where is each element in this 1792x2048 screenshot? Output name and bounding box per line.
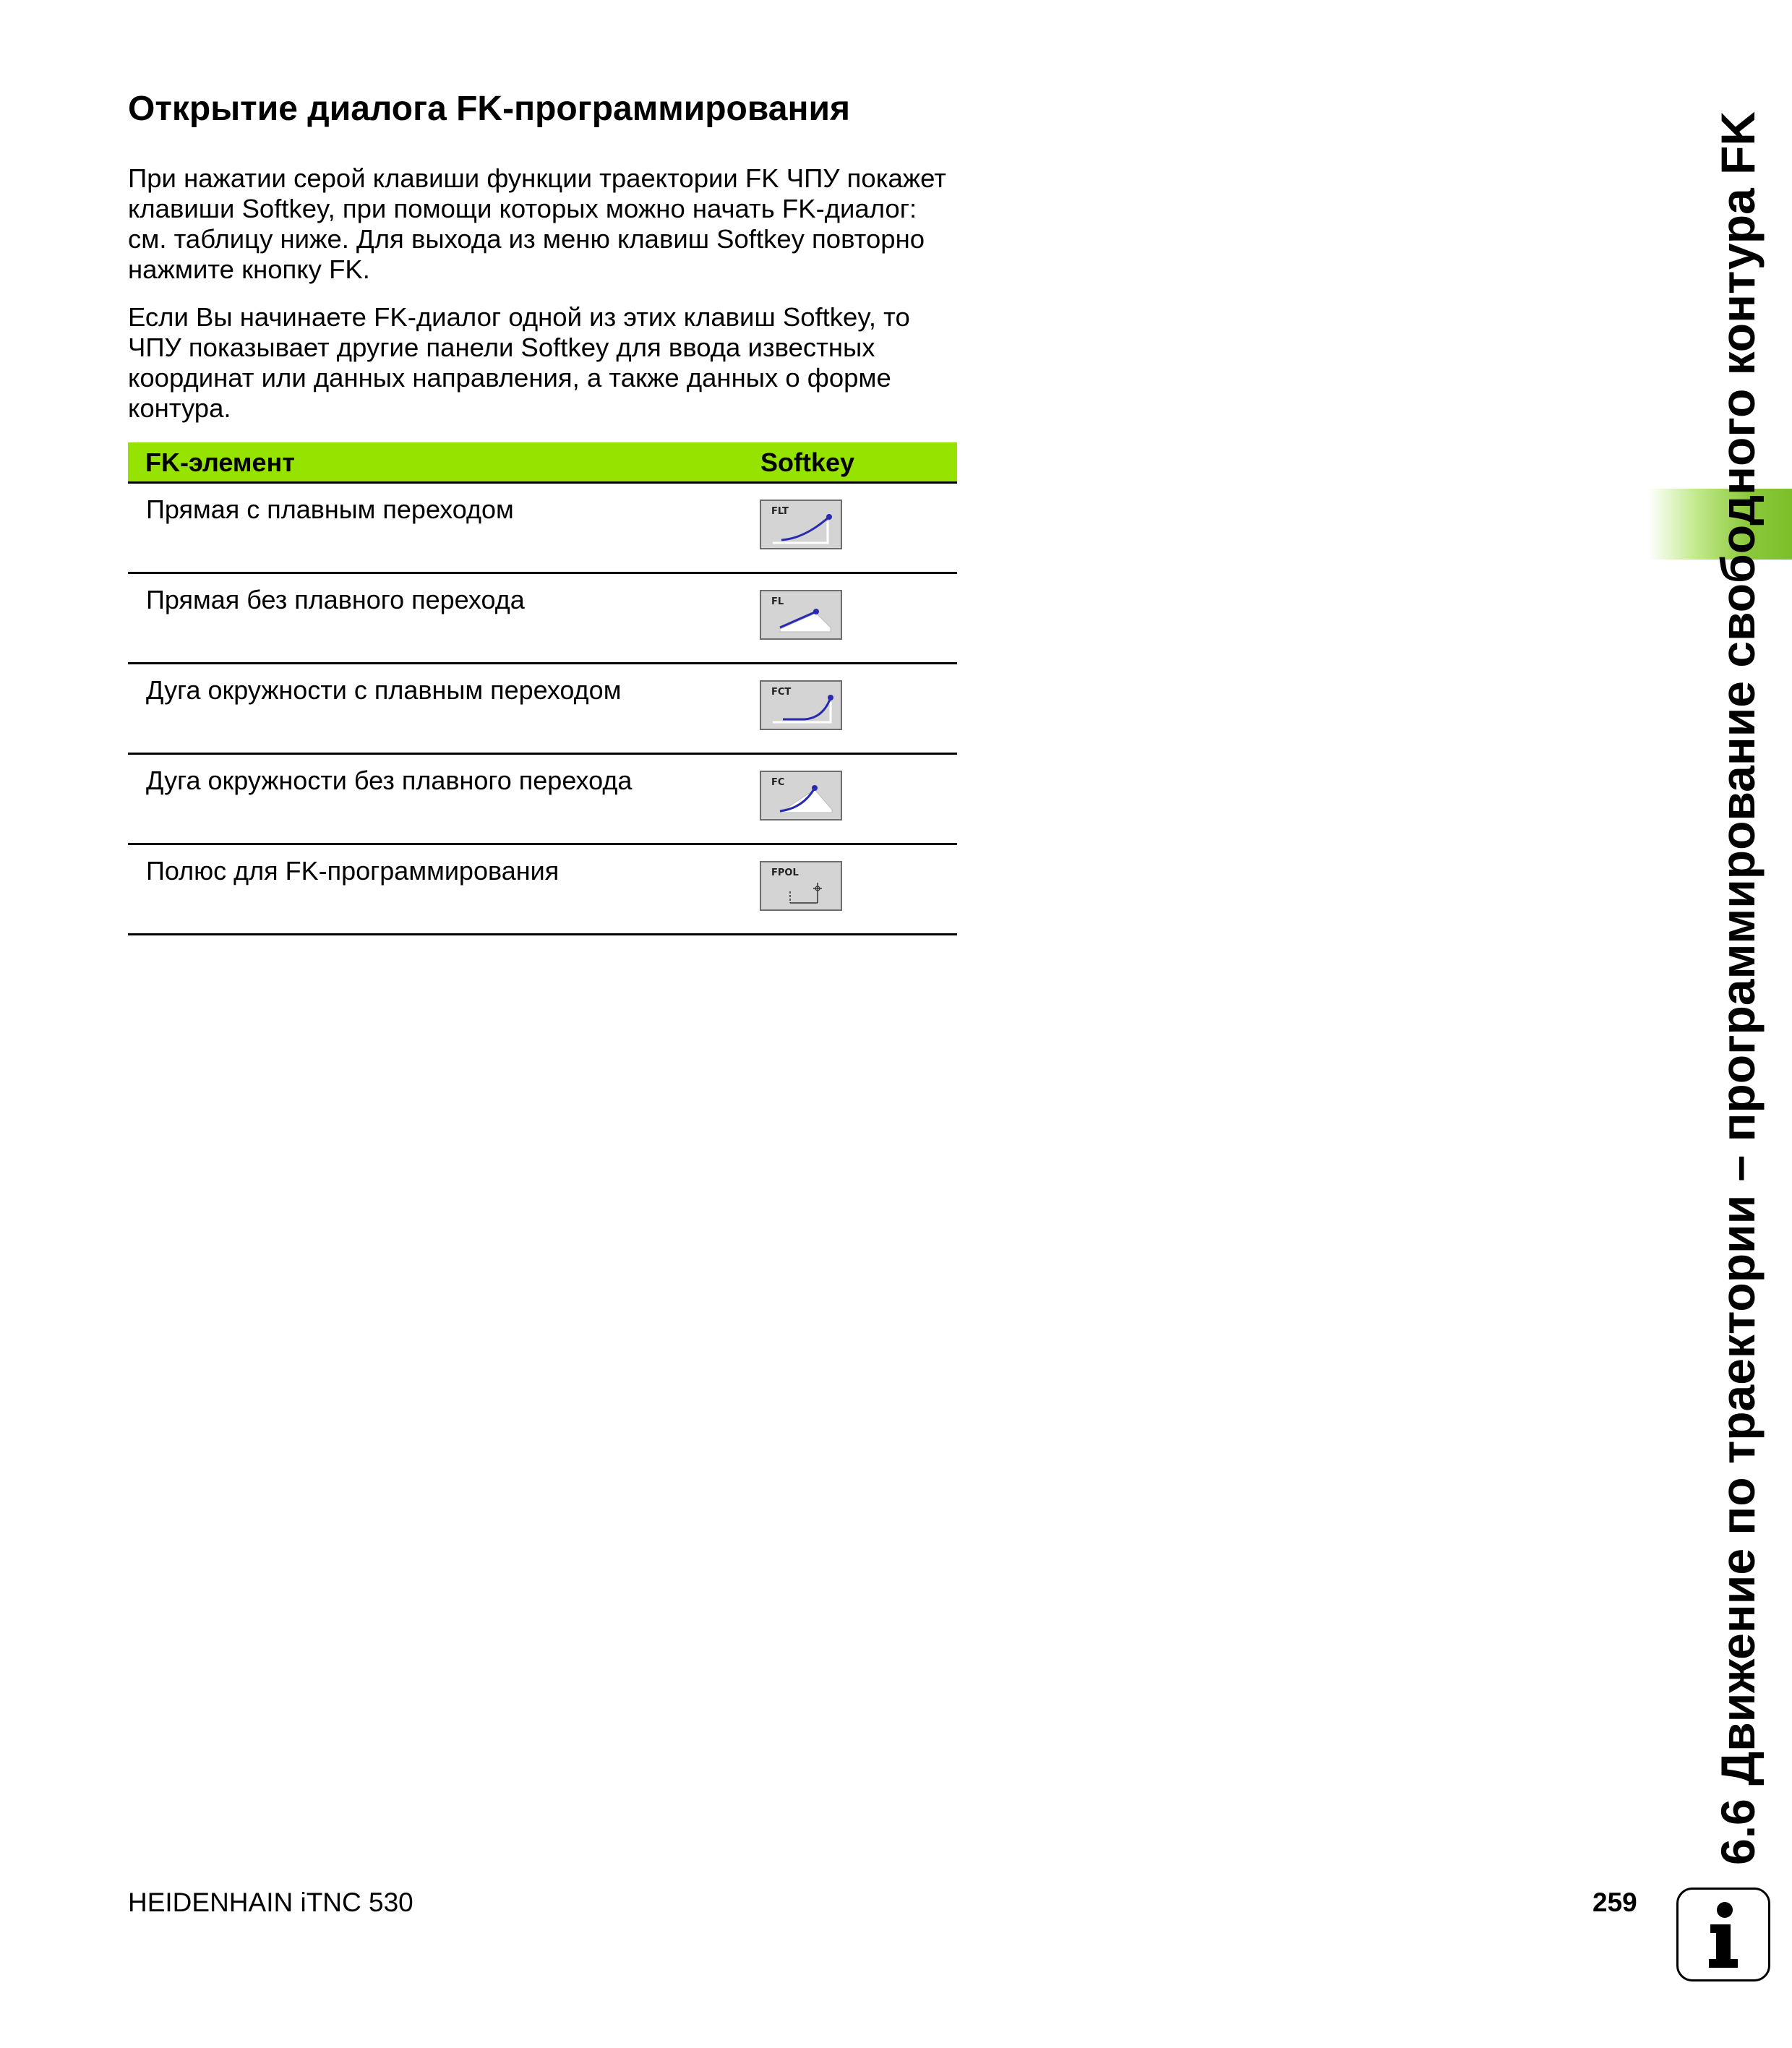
- softkey-fl-button[interactable]: [760, 590, 842, 640]
- column-header-element: FK-элемент: [145, 447, 295, 477]
- pole-icon: [761, 862, 844, 912]
- row-label: Прямая без плавного перехода: [146, 585, 525, 614]
- softkey-label: FL: [771, 596, 784, 607]
- line-tangential-icon: [761, 501, 844, 551]
- table-row: [128, 484, 957, 574]
- line-nontangential-icon: [761, 591, 844, 641]
- softkey-label: FC: [771, 777, 785, 788]
- softkey-fpol-button[interactable]: [760, 861, 842, 911]
- softkey-label: FPOL: [771, 867, 799, 878]
- table-row: [128, 574, 957, 664]
- softkey-label: FCT: [771, 687, 792, 698]
- arc-nontangential-icon: [761, 772, 844, 822]
- table-header: [128, 442, 957, 484]
- intro-paragraph: При нажатии серой клавиши функции траектории FK ЧПУ покажет клавиши Softkey, при помощи которых можно начать FK-диалог: см. таблицу ниже. Для выхода из меню клавиш Softkey повторно нажмите кнопку FK.: [128, 163, 946, 284]
- table-row: [128, 845, 957, 935]
- detail-paragraph: Если Вы начинаете FK-диалог одной из этих клавиш Softkey, то ЧПУ показывает другие панели Softkey для ввода известных координат или данных направления, а также данных о форме контура.: [128, 302, 910, 423]
- row-label: Дуга окружности с плавным переходом: [146, 675, 622, 705]
- page-number: 259: [1592, 1888, 1637, 1917]
- fk-softkey-table: [128, 442, 957, 935]
- footer-product-name: HEIDENHAIN iTNC 530: [128, 1888, 413, 1917]
- row-label: Дуга окружности без плавного перехода: [146, 766, 633, 795]
- info-icon: [1676, 1888, 1770, 1981]
- column-header-softkey: Softkey: [760, 447, 855, 477]
- table-row: [128, 664, 957, 755]
- softkey-fct-button[interactable]: [760, 680, 842, 730]
- row-label: Полюс для FK-программирования: [146, 856, 560, 886]
- softkey-flt-button[interactable]: [760, 500, 842, 549]
- row-label: Прямая с плавным переходом: [146, 494, 514, 524]
- section-heading: Открытие диалога FK-программирования: [128, 90, 850, 128]
- table-row: [128, 755, 957, 845]
- softkey-label: FLT: [771, 506, 789, 517]
- chapter-side-title: 6.6 Движение по траектории – программирование свободного контура FK: [1711, 111, 1765, 1865]
- arc-tangential-icon: [761, 682, 844, 732]
- softkey-fc-button[interactable]: [760, 771, 842, 821]
